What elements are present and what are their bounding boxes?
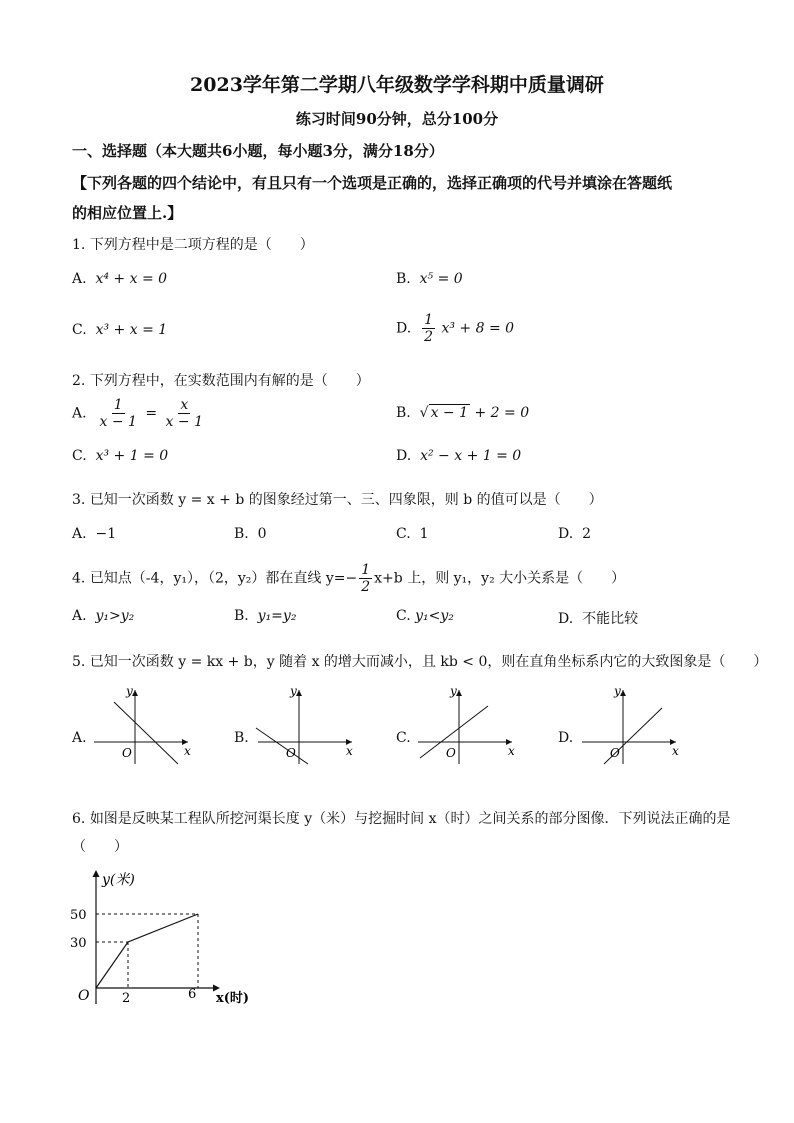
question-3: 3. 已知一次函数 y = x + b 的图象经过第一、三、四象限，则 b 的值可以是（ ） [72, 492, 603, 508]
q2-option-a[interactable]: A. $\frac{1}{x - 1}$ = $\frac{x}{x - 1}$ [72, 397, 203, 430]
fraction: $\frac{1}{x - 1}$ [99, 397, 137, 430]
q5-option-d-label[interactable]: D. [558, 730, 574, 746]
question-stem: 下列方程中是二项方程的是（ ） [89, 237, 314, 253]
function-line [256, 728, 308, 764]
instruction-line-1: 【下列各题的四个结论中，有且只有一个选项是正确的，选择正确项的代号并填涂在答题纸 [72, 174, 673, 192]
q4-option-a[interactable]: A. y₁>y₂ [72, 608, 135, 624]
y-axis-arrow [620, 690, 626, 696]
y-label: y [614, 684, 621, 698]
y-tick-30: 30 [70, 936, 87, 951]
origin-label: O [610, 746, 620, 760]
x-label: x [672, 744, 679, 758]
q5-option-c-graph[interactable] [412, 684, 522, 766]
x-label: x [184, 744, 191, 758]
q5-option-b-label[interactable]: B. [234, 730, 249, 746]
question-6: 6. 如图是反映某工程队所挖河渠长度 y（米）与挖掘时间 x（时）之间关系的部分图像．下列说法正确的是 [72, 811, 731, 827]
x-tick-2: 2 [122, 991, 131, 1006]
q5-option-a-label[interactable]: A. [72, 730, 87, 746]
q3-option-d[interactable]: D. 2 [558, 526, 592, 542]
question-number: 1. [72, 237, 86, 253]
y-axis-arrow [132, 690, 138, 696]
q5-option-d-graph[interactable] [576, 684, 686, 766]
y-axis-arrow [456, 690, 462, 696]
x-label: x [508, 744, 515, 758]
sqrt-sign: √ [419, 405, 429, 421]
q1-option-d[interactable]: D. $\frac{1}{2}$ x³ + 8 = 0 [396, 312, 515, 345]
y-axis-arrow [296, 690, 302, 696]
q2-option-d[interactable]: D. x² − x + 1 = 0 [396, 448, 522, 464]
q3-option-a[interactable]: A. −1 [72, 526, 117, 542]
instruction-line-2: 的相应位置上.】 [72, 204, 183, 222]
y-tick-50: 50 [70, 908, 87, 923]
q4-option-b[interactable]: B. y₁=y₂ [234, 608, 297, 624]
origin-label: O [122, 746, 132, 760]
x-axis-label: x(时) [216, 991, 250, 1006]
q5-option-b-graph[interactable] [252, 684, 362, 766]
y-label: y [290, 684, 297, 698]
q3-option-c[interactable]: C. 1 [396, 526, 429, 542]
q6-graph [70, 864, 270, 1009]
y-label: y [126, 684, 133, 698]
question-5: 5. 已知一次函数 y = kx + b，y 随着 x 的增大而减小，且 kb < 0，则在直角坐标系内它的大致图象是（ ） [72, 654, 768, 670]
x-label: x [346, 744, 353, 758]
q4-option-c[interactable]: C. y₁<y₂ [396, 608, 454, 624]
q1-option-c[interactable]: C. x³ + x = 1 [72, 322, 168, 338]
q1-option-b[interactable]: B. x⁵ = 0 [396, 271, 463, 287]
q2-option-b[interactable]: B. √ x − 1 + 2 = 0 [396, 405, 530, 421]
q5-option-c-label[interactable]: C. [396, 730, 411, 746]
question-4: 4. 已知点（-4，y₁），（2，y₂）都在直线 y=− $\frac{1}{2}$ x+b 上，则 y₁，y₂ 大小关系是（ ） [72, 562, 626, 595]
fraction: $\frac{1}{2}$ [424, 312, 434, 345]
origin-label: O [78, 988, 90, 1004]
q1-option-a[interactable]: A. x⁴ + x = 0 [72, 271, 168, 287]
y-label: y [450, 684, 457, 698]
function-line [96, 914, 198, 988]
question-6-line-2: （ ） [72, 839, 128, 855]
y-axis-arrow [93, 870, 100, 877]
q5-option-a-graph[interactable] [88, 684, 198, 766]
q2-option-c[interactable]: C. x³ + 1 = 0 [72, 448, 169, 464]
fraction: $\frac{1}{2}$ [361, 562, 371, 595]
x-tick-6: 6 [188, 987, 197, 1002]
q3-option-b[interactable]: B. 0 [234, 526, 267, 542]
section-heading: 一、选择题（本大题共6小题，每小题3分，满分18分） [72, 142, 444, 160]
page-subtitle: 练习时间90分钟，总分100分 [295, 110, 499, 128]
origin-label: O [446, 746, 456, 760]
question-2: 2. 下列方程中，在实数范围内有解的是（ ） [72, 373, 370, 389]
q4-option-d[interactable]: D. 不能比较 [558, 611, 639, 627]
y-axis-label: y(米) [102, 872, 135, 888]
fraction: $\frac{x}{x - 1}$ [165, 397, 203, 430]
question-1 [72, 234, 314, 254]
origin-label: O [286, 746, 296, 760]
page-title: 2023学年第二学期八年级数学学科期中质量调研 [190, 74, 604, 96]
